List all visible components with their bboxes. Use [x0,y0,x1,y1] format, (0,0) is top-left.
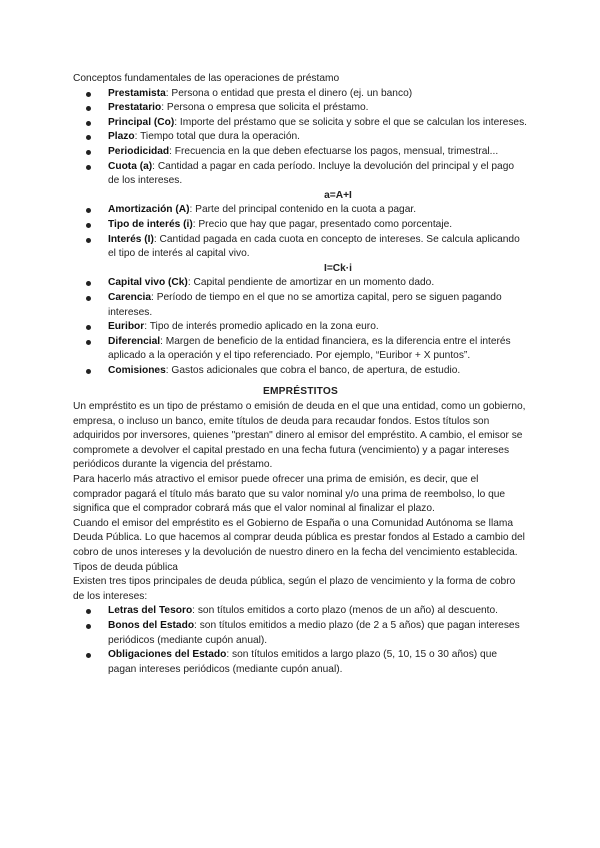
definition: : Tiempo total que dura la operación. [134,131,300,143]
formula-cuota: a=A+I [324,189,352,201]
paragraph: Existen tres tipos principales de deuda pública, según el plazo de vencimiento y la forma de cobro de los intereses: [73,576,516,602]
term: Comisiones [108,364,166,376]
definition: : Margen de beneficio de la entidad financiera, es la diferencia entre el interés aplicado a la operación y el tipo referenciado. Por ejemplo, “Euribor + X puntos”. [108,335,511,362]
list-item [108,101,528,116]
term: Interés (I) [108,233,154,245]
term: Prestamista [108,87,166,99]
term: Euribor [108,321,145,333]
term: Amortización (A) [108,204,190,216]
definition: : Cantidad a pagar en cada período. Incluye la devolución del principal y el pago de los intereses. [108,160,515,187]
list-item [108,335,528,364]
definition: : Persona o empresa que solicita el préstamo. [161,102,369,114]
list-item [108,619,528,648]
definition: : Precio que hay que pagar, presentado como porcentaje. [192,218,453,230]
concepts-list-2 [73,203,528,261]
list-item [108,160,528,189]
list-item [108,648,528,677]
definition: : Tipo de interés promedio aplicado en la zona euro. [144,321,379,333]
subheading: Tipos de deuda pública [73,561,178,573]
term: Diferencial [108,335,161,347]
intro-title: Conceptos fundamentales de las operaciones de préstamo [73,73,340,84]
list-item [108,130,528,145]
list-item [108,276,528,291]
definition: : son títulos emitidos a medio plazo (de 2 a 5 años) que pagan intereses periódicos (mediante cupón anual). [108,619,520,646]
term: Plazo [108,131,135,143]
list-item [108,291,528,320]
definition: : Parte del principal contenido en la cuota a pagar. [189,204,417,216]
formula-interes: I=Ck·i [323,262,353,274]
list-item [108,87,528,102]
term: Principal (Co) [108,116,175,128]
list-item [108,604,528,619]
section-heading: EMPRÉSTITOS [262,386,339,398]
definition: : Cantidad pagada en cada cuota en concepto de intereses. Se calcula aplicando el tipo de interés al capital vivo. [108,233,520,260]
definition: : son títulos emitidos a corto plazo (menos de un año) al descuento. [192,605,498,617]
term: Tipo de interés (i) [108,218,193,230]
definition: : Frecuencia en la que deben efectuarse los pagos, mensual, trimestral... [169,145,499,157]
list-item [108,145,528,160]
term: Periodicidad [108,145,170,157]
list-item [108,233,528,262]
paragraph: Un empréstito es un tipo de préstamo o emisión de deuda en el que una entidad, como un gobierno, empresa, o incluso un banco, emite títulos de deuda para recaudar fondos. Estos títulos son adquiridos por inversores, quienes "prestan" dinero al emisor del empréstito. A cambio, el emisor se compromete a devolver el capital prestado en una fecha futura (vencimiento) y a pagar intereses periódicos durante la vigencia del préstamo. [73,401,526,471]
paragraph: Para hacerlo más atractivo el emisor puede ofrecer una prima de emisión, es decir, que el comprador pagará el título más barato que su valor nominal y/o una prima de reembolso, lo que significa que el comprador cobrará más que el valor nominal al finalizar el plazo. [73,474,506,515]
document-page [73,72,528,677]
term: Cuota (a) [108,160,153,172]
term: Letras del Tesoro [108,605,193,617]
list-item [108,364,528,379]
definition: : Gastos adicionales que cobra el banco, de apertura, de estudio. [165,364,461,376]
list-item [108,116,528,131]
definition: : Capital pendiente de amortizar en un momento dado. [187,277,435,289]
list-item [108,203,528,218]
list-item [108,218,528,233]
definition: : Persona o entidad que presta el dinero (ej. un banco) [165,87,413,99]
term: Prestatario [108,102,162,114]
definition: : son títulos emitidos a largo plazo (5, 10, 15 o 30 años) que pagan intereses periódicos (mediante cupón anual). [108,649,498,675]
term: Bonos del Estado [108,619,195,631]
concepts-list-3 [73,276,528,378]
paragraph: Cuando el emisor del empréstito es el Gobierno de España o una Comunidad Autónoma se llama Deuda Pública. Lo que hacemos al comprar deuda pública es prestar fondos al Estado a cambio del cobro de unos intereses y la devolución de nuestro dinero en la fecha del vencimiento establecida. [73,517,525,558]
term: Capital vivo (Ck) [108,277,188,289]
debt-types-list [73,604,528,677]
list-item [108,320,528,335]
definition: : Importe del préstamo que se solicita y sobre el que se calculan los intereses. [174,116,528,128]
term: Carencia [108,291,152,303]
definition: : Período de tiempo en el que no se amortiza capital, pero se siguen pagando intereses. [108,291,502,318]
term: Obligaciones del Estado [108,649,227,661]
concepts-list [73,87,528,189]
